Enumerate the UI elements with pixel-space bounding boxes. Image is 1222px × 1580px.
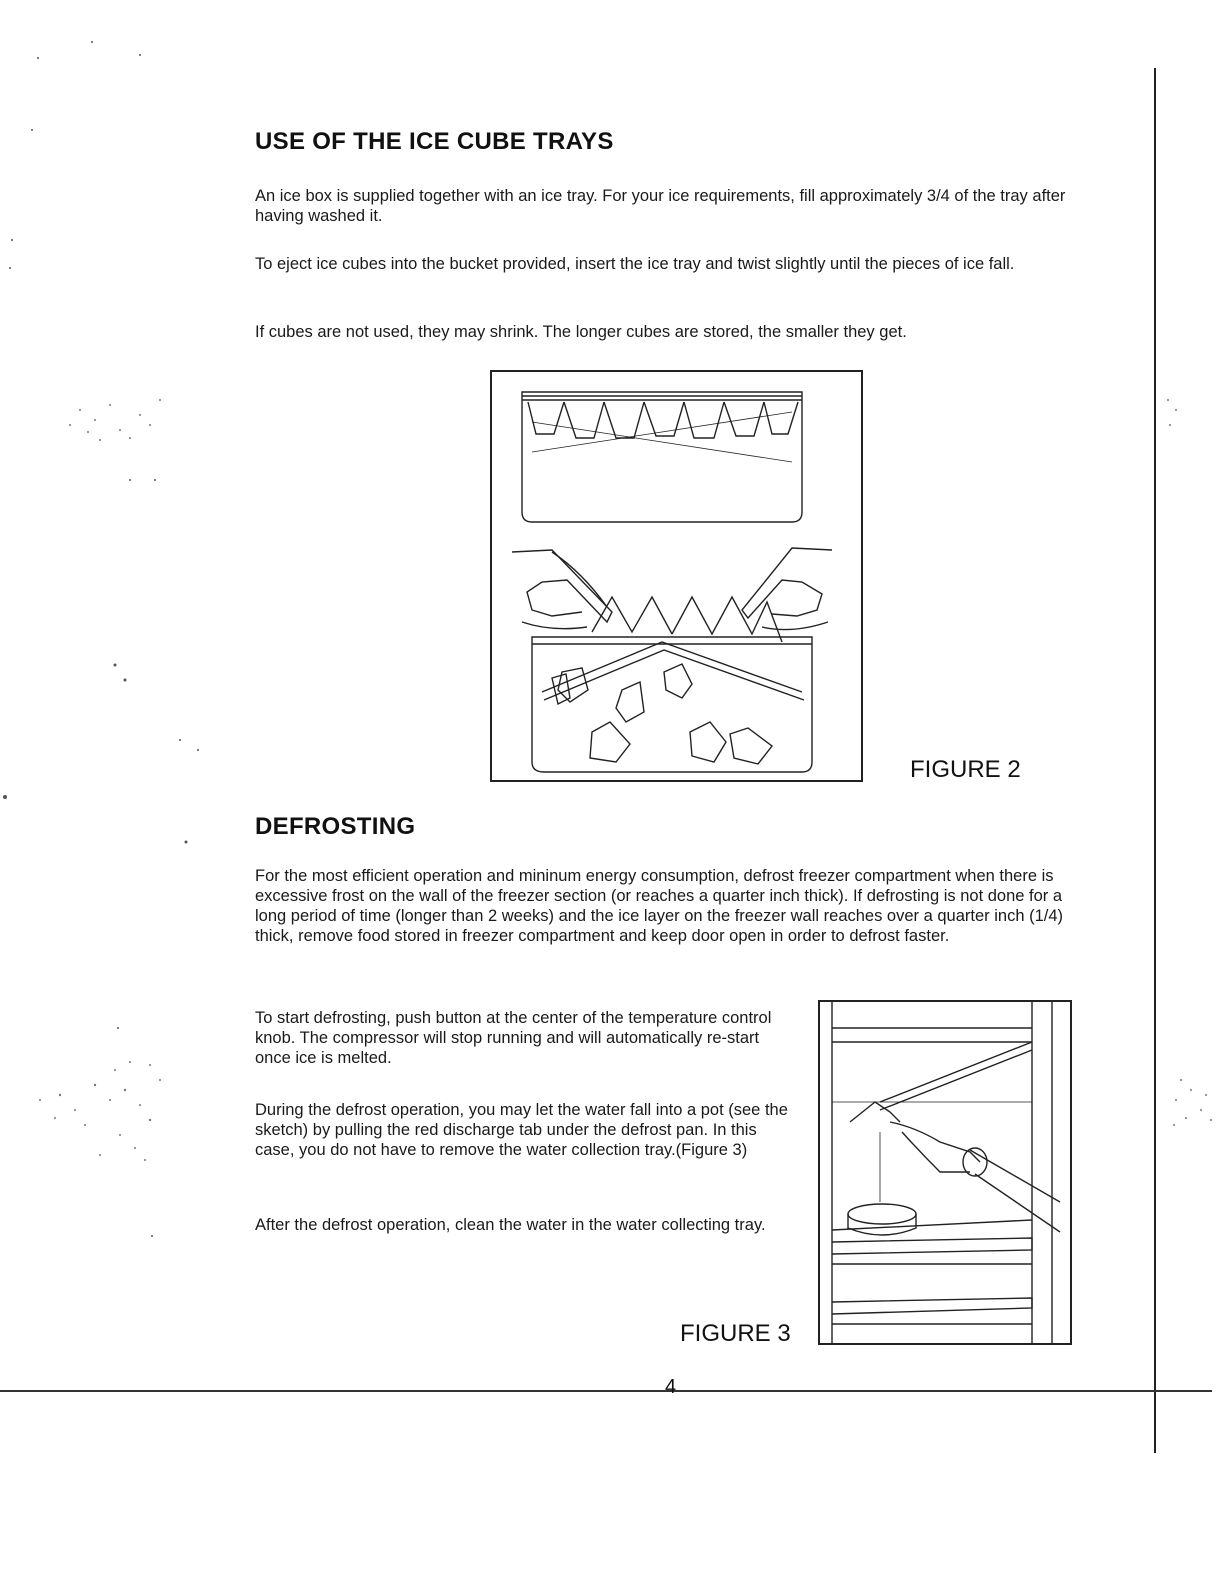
ice-paragraph-3: If cubes are not used, they may shrink. The longer cubes are stored, the smaller they get. (255, 323, 907, 341)
section-title-ice-cube-trays: USE OF THE ICE CUBE TRAYS (255, 128, 614, 155)
section-title-defrosting: DEFROSTING (255, 813, 416, 840)
defrost-paragraph-1: For the most efficient operation and mininum energy consumption, defrost freezer compartment when there is excessive frost on the wall of the freezer section (or reaches a quarter inch thick). If defrosting is not done for a long period of time (longer than 2 weeks) and the ice layer on the freezer wall reaches over a quarter inch (1/4) thick, remove food stored in freezer compartment and keep door open in order to defrost faster. (255, 867, 1064, 945)
scan-noise-left (0, 0, 200, 1580)
defrost-paragraph-3: During the defrost operation, you may let the water fall into a pot (see the sketch) by pulling the red discharge tab under the defrost pan. In this case, you do not have to remove the water collection tray.(Figure 3) (255, 1101, 788, 1159)
page-number: 4 (665, 1376, 677, 1398)
footer-rule (0, 1390, 1212, 1392)
figure-2-frame (490, 370, 863, 782)
ice-tray-twist-illustration (492, 372, 861, 780)
ice-paragraph-1: An ice box is supplied together with an ice tray. For your ice requirements, fill approximately 3/4 of the tray after having washed it. (255, 187, 1066, 225)
defrost-paragraph-2: To start defrosting, push button at the center of the temperature control knob. The compressor will stop running and will automatically re-start once ice is melted. (255, 1009, 772, 1067)
defrost-pot-illustration (820, 1002, 1070, 1343)
ice-paragraph-2: To eject ice cubes into the bucket provided, insert the ice tray and twist slightly until the pieces of ice fall. (255, 255, 1015, 273)
figure-2-label: FIGURE 2 (910, 756, 1021, 783)
figure-3-frame (818, 1000, 1072, 1345)
defrost-paragraph-4: After the defrost operation, clean the water in the water collecting tray. (255, 1216, 766, 1234)
figure-3-label: FIGURE 3 (680, 1320, 791, 1347)
scan-noise-right (1156, 0, 1222, 1580)
